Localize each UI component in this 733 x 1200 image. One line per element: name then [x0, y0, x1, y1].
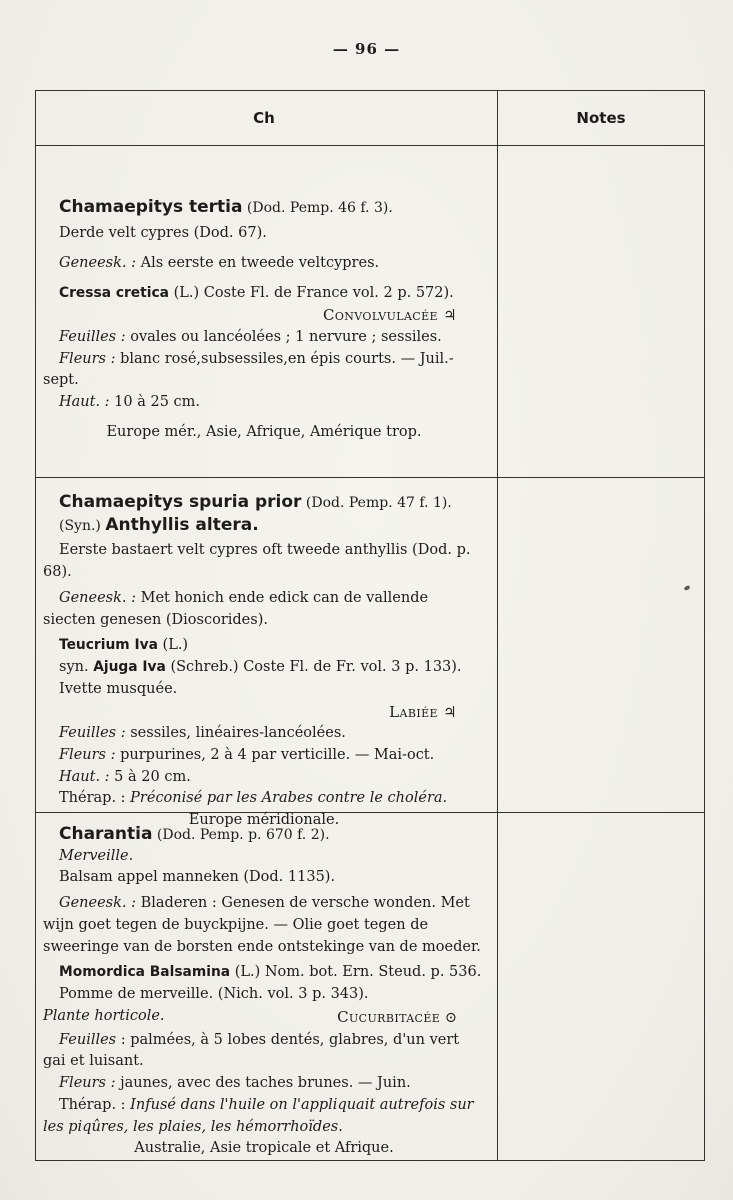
therap-text: Préconisé par les Arabes contre le choléra.: [130, 790, 448, 807]
species-synonym-line: [43, 657, 485, 679]
synonym-line: [43, 514, 485, 537]
vernacular-name: Balsam appel manneken (Dod. 1135).: [59, 869, 336, 886]
distribution-line: Australie, Asie tropicale et Afrique.: [134, 1140, 394, 1157]
syn-species-reference: (Schreb.) Coste Fl. de Fr. vol. 3 p. 133).: [165, 659, 462, 676]
haut-line: [43, 392, 485, 414]
entry-chamaepitys-tertia: [36, 146, 704, 477]
feuilles-text: : palmées, à 5 lobes dentés, glabres, d'un vert gai et luisant.: [43, 1031, 460, 1070]
species-name: Momordica Balsamina: [59, 964, 231, 981]
distribution-line: Europe mér., Asie, Afrique, Amérique trop.: [106, 423, 422, 440]
distribution-line: Europe méridionale.: [188, 812, 340, 829]
fleurs-line: [43, 745, 485, 767]
page-number: — 96 —: [332, 40, 401, 58]
entry3-title: [43, 823, 485, 846]
french-name-line: Ivette musquée.: [59, 680, 178, 697]
family-name: Labiée: [389, 702, 438, 721]
syn-prefix: syn.: [59, 659, 94, 676]
syn-species-name: Ajuga Iva: [93, 659, 166, 676]
header-cell-notes: [498, 91, 704, 145]
family-name: Cucurbitacée: [337, 1007, 441, 1026]
title-reference: (Dod. Pemp. p. 670 f. 2).: [152, 826, 330, 843]
entry2-notes-cell: [498, 478, 704, 812]
species-reference: (L.): [157, 637, 189, 654]
feuilles-line: [43, 327, 485, 349]
species-name: Cressa cretica: [59, 284, 169, 301]
feuilles-text: sessiles, linéaires-lancéolées.: [125, 725, 346, 742]
therap-text: Infusé dans l'huile on l'appliquait autrefois sur les piqûres, les plaies, les hémorrhoïdes.: [43, 1096, 474, 1135]
haut-text: 10 à 25 cm.: [109, 394, 201, 411]
fleurs-line: [43, 1073, 485, 1095]
fleurs-label: Fleurs :: [59, 350, 116, 367]
title-reference: (Dod. Pemp. 46 f. 3).: [242, 200, 393, 217]
column-header-ch: Ch: [253, 109, 275, 128]
plant-name: Chamaepitys spuria prior: [59, 491, 302, 512]
species-name: Teucrium Iva: [59, 637, 158, 654]
therap-line: [43, 1095, 485, 1139]
synonym-name: Anthyllis altera.: [105, 514, 259, 535]
fleurs-line: [43, 349, 485, 393]
feuilles-label: Feuilles: [59, 1031, 117, 1048]
species-reference: (L.) Coste Fl. de France vol. 2 p. 572).: [168, 284, 454, 301]
perennial-symbol-icon: ♃: [443, 306, 457, 325]
family-line: [43, 304, 485, 327]
species-reference: (L.) Nom. bot. Ern. Steud. p. 536.: [230, 964, 482, 981]
therap-label: Thérap. :: [59, 1096, 131, 1113]
geneesk-paragraph: [43, 253, 485, 275]
entry3-notes-cell: [498, 813, 704, 1160]
vernacular-name: Eerste bastaert velt cypres oft tweede anthyllis (Dod. p. 68).: [43, 542, 471, 581]
geneesk-text: Met honich ende edick can de vallende siecten genesen (Dioscorides).: [43, 589, 429, 628]
fleurs-text: purpurines, 2 à 4 par verticille. — Mai-oct.: [115, 746, 435, 763]
entry-chamaepitys-spuria-prior: [36, 478, 704, 829]
haut-label: Haut. :: [59, 394, 110, 411]
horticole-note: Plante horticole.: [43, 1007, 165, 1024]
synonym-prefix: (Syn.): [59, 517, 106, 534]
fleurs-text: jaunes, avec des taches brunes. — Juin.: [115, 1075, 411, 1091]
haut-label: Haut. :: [59, 768, 110, 785]
ink-speck-artifact: [683, 585, 690, 591]
plant-name: Chamaepitys tertia: [59, 197, 243, 218]
geneesk-label: Geneesk. :: [59, 895, 136, 911]
entry2-title: [43, 491, 485, 514]
geneesk-text: Als eerste en tweede veltcypres.: [136, 254, 380, 271]
plant-name: Charantia: [59, 823, 153, 844]
species-line: [43, 283, 485, 305]
entry1-content-cell: [36, 146, 498, 476]
entry2-content-cell: [36, 478, 498, 829]
geneesk-text: Bladeren : Genesen de versche wonden. Met wijn goet tegen de buyckpijne. — Olie goet tegen de sweeringe van de borsten ende ontstekinge van de moeder.: [43, 895, 481, 955]
annual-symbol-icon: ⊙: [444, 1009, 457, 1026]
french-name-line: Pomme de merveille. (Nich. vol. 3 p. 343).: [59, 986, 369, 1002]
haut-text: 5 à 20 cm.: [109, 768, 191, 785]
therap-label: Thérap. :: [59, 790, 131, 807]
header-cell-ch: [36, 91, 498, 145]
reference-table: [35, 90, 705, 1161]
geneesk-label: Geneesk. :: [59, 254, 136, 271]
feuilles-text: ovales ou lancéolées ; 1 nervure ; sessiles.: [125, 328, 442, 345]
entry1-notes-cell: [498, 146, 704, 476]
french-synonym: Merveille.: [59, 847, 134, 864]
therap-line: [43, 788, 485, 810]
fleurs-text: blanc rosé,subsessiles,en épis courts. — Juil.-sept.: [43, 350, 454, 389]
title-reference: (Dod. Pemp. 47 f. 1).: [301, 494, 452, 511]
entry3-content-cell: [36, 813, 498, 1160]
column-header-notes: Notes: [576, 109, 626, 128]
geneesk-label: Geneesk. :: [59, 589, 136, 606]
geneesk-paragraph: [43, 893, 485, 958]
fleurs-label: Fleurs :: [59, 1075, 116, 1091]
species-line: [43, 962, 485, 984]
vernacular-name: Derde velt cypres (Dod. 67).: [59, 225, 267, 242]
horticole-family-line: [43, 1006, 485, 1030]
species-line: [43, 635, 485, 657]
family-line: [43, 701, 485, 724]
feuilles-line: [43, 1030, 485, 1074]
feuilles-label: Feuilles :: [59, 328, 126, 345]
haut-line: [43, 767, 485, 789]
geneesk-paragraph: [43, 588, 485, 632]
perennial-symbol-icon: ♃: [443, 702, 457, 721]
family-group: [337, 1006, 457, 1030]
feuilles-line: [43, 723, 485, 745]
family-name: Convolvulacée: [322, 306, 438, 325]
feuilles-label: Feuilles :: [59, 725, 126, 742]
fleurs-label: Fleurs :: [59, 746, 116, 763]
entry-charantia: [36, 813, 704, 1160]
table-header-row: [36, 91, 704, 146]
entry1-title: [43, 196, 485, 219]
